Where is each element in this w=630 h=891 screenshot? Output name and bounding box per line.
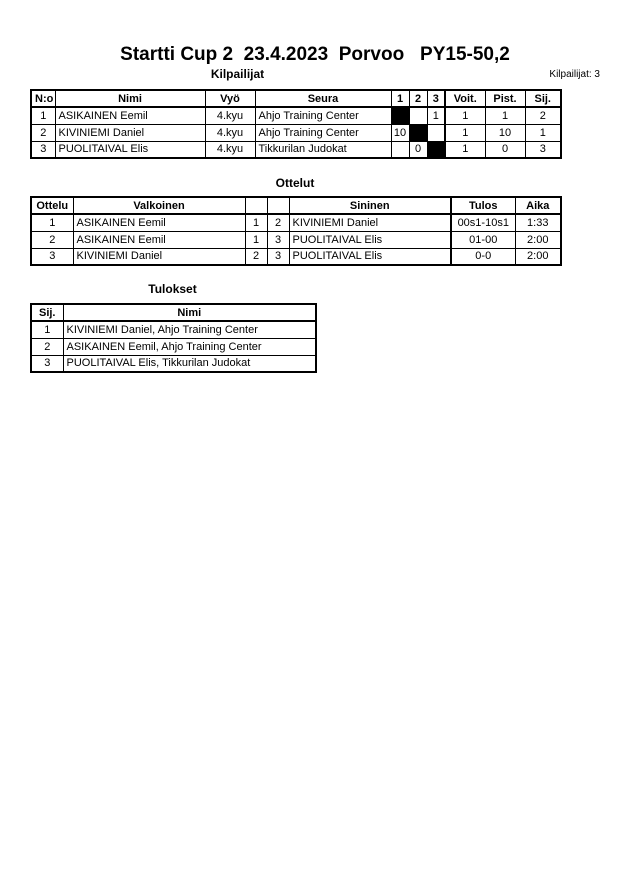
matches-table — [30, 196, 562, 266]
result-row — [31, 355, 316, 372]
competitor-belt: 4.kyu — [205, 141, 255, 158]
result-name: KIVINIEMI Daniel, Ahjo Training Center — [63, 321, 316, 338]
blue-competitor: KIVINIEMI Daniel — [289, 214, 451, 231]
competitor-no: 2 — [31, 124, 55, 141]
white-competitor: ASIKAINEN Eemil — [73, 214, 245, 231]
competitors-header-row — [31, 90, 561, 107]
match-result: 0-0 — [451, 248, 515, 265]
competitor-no: 3 — [31, 141, 55, 158]
competitor-row — [31, 124, 561, 141]
blue-competitor-no: 3 — [267, 231, 289, 248]
match-result: 01-00 — [451, 231, 515, 248]
match-score-cell: 1 — [427, 107, 445, 124]
competitor-club: Ahjo Training Center — [255, 107, 391, 124]
results-table — [30, 303, 317, 373]
col-header-no: N:o — [31, 90, 55, 107]
col-header-club: Seura — [255, 90, 391, 107]
match-row — [31, 214, 561, 231]
competitor-wins: 1 — [445, 124, 485, 141]
competitor-count-label: Kilpailijat: 3 — [549, 69, 600, 80]
competitors-table — [30, 89, 562, 159]
col-header-name: Nimi — [55, 90, 205, 107]
result-place: 1 — [31, 321, 63, 338]
white-competitor-no: 1 — [245, 231, 267, 248]
result-row — [31, 338, 316, 355]
col-header-result: Tulos — [451, 197, 515, 214]
competitor-row — [31, 107, 561, 124]
result-place: 3 — [31, 355, 63, 372]
col-header-match-no: Ottelu — [31, 197, 73, 214]
section-title-results: Tulokset — [148, 282, 197, 296]
col-header-time: Aika — [515, 197, 561, 214]
col-header-name: Nimi — [63, 304, 316, 321]
match-score-cell — [427, 124, 445, 141]
col-header-match1: 1 — [391, 90, 409, 107]
col-header-white: Valkoinen — [73, 197, 245, 214]
match-row — [31, 231, 561, 248]
match-row — [31, 248, 561, 265]
match-time: 2:00 — [515, 231, 561, 248]
competitor-place: 1 — [525, 124, 561, 141]
col-header-white-no — [245, 197, 267, 214]
col-header-points: Pist. — [485, 90, 525, 107]
white-competitor-no: 1 — [245, 214, 267, 231]
match-time: 2:00 — [515, 248, 561, 265]
col-header-blue-no — [267, 197, 289, 214]
section-title-matches: Ottelut — [275, 176, 315, 190]
result-name: ASIKAINEN Eemil, Ahjo Training Center — [63, 338, 316, 355]
col-header-match3: 3 — [427, 90, 445, 107]
competitor-name: ASIKAINEN Eemil — [55, 107, 205, 124]
blue-competitor-no: 2 — [267, 214, 289, 231]
col-header-wins: Voit. — [445, 90, 485, 107]
diagonal-cell — [427, 141, 445, 158]
matches-header-row — [31, 197, 561, 214]
match-time: 1:33 — [515, 214, 561, 231]
competitor-points: 10 — [485, 124, 525, 141]
results-header-row — [31, 304, 316, 321]
match-number: 2 — [31, 231, 73, 248]
competitor-name: KIVINIEMI Daniel — [55, 124, 205, 141]
col-header-place: Sij. — [525, 90, 561, 107]
match-result: 00s1-10s1 — [451, 214, 515, 231]
competitor-name: PUOLITAIVAL Elis — [55, 141, 205, 158]
col-header-belt: Vyö — [205, 90, 255, 107]
col-header-match2: 2 — [409, 90, 427, 107]
result-name: PUOLITAIVAL Elis, Tikkurilan Judokat — [63, 355, 316, 372]
blue-competitor: PUOLITAIVAL Elis — [289, 231, 451, 248]
white-competitor-no: 2 — [245, 248, 267, 265]
competitor-points: 1 — [485, 107, 525, 124]
blue-competitor: PUOLITAIVAL Elis — [289, 248, 451, 265]
match-score-cell — [409, 107, 427, 124]
match-number: 1 — [31, 214, 73, 231]
diagonal-cell — [391, 107, 409, 124]
result-row — [31, 321, 316, 338]
competitor-points: 0 — [485, 141, 525, 158]
section-title-competitors: Kilpailijat — [210, 67, 265, 81]
col-header-blue: Sininen — [289, 197, 451, 214]
match-score-cell — [391, 141, 409, 158]
competitor-club: Tikkurilan Judokat — [255, 141, 391, 158]
white-competitor: KIVINIEMI Daniel — [73, 248, 245, 265]
match-number: 3 — [31, 248, 73, 265]
blue-competitor-no: 3 — [267, 248, 289, 265]
competitor-belt: 4.kyu — [205, 124, 255, 141]
match-score-cell: 0 — [409, 141, 427, 158]
competitor-wins: 1 — [445, 107, 485, 124]
diagonal-cell — [409, 124, 427, 141]
competitor-club: Ahjo Training Center — [255, 124, 391, 141]
match-score-cell: 10 — [391, 124, 409, 141]
white-competitor: ASIKAINEN Eemil — [73, 231, 245, 248]
competitor-place: 2 — [525, 107, 561, 124]
competitor-belt: 4.kyu — [205, 107, 255, 124]
competitor-wins: 1 — [445, 141, 485, 158]
competitor-row — [31, 141, 561, 158]
page-title: Startti Cup 2 23.4.2023 Porvoo PY15-50,2 — [120, 44, 510, 65]
col-header-place: Sij. — [31, 304, 63, 321]
result-place: 2 — [31, 338, 63, 355]
competitor-no: 1 — [31, 107, 55, 124]
competitor-place: 3 — [525, 141, 561, 158]
